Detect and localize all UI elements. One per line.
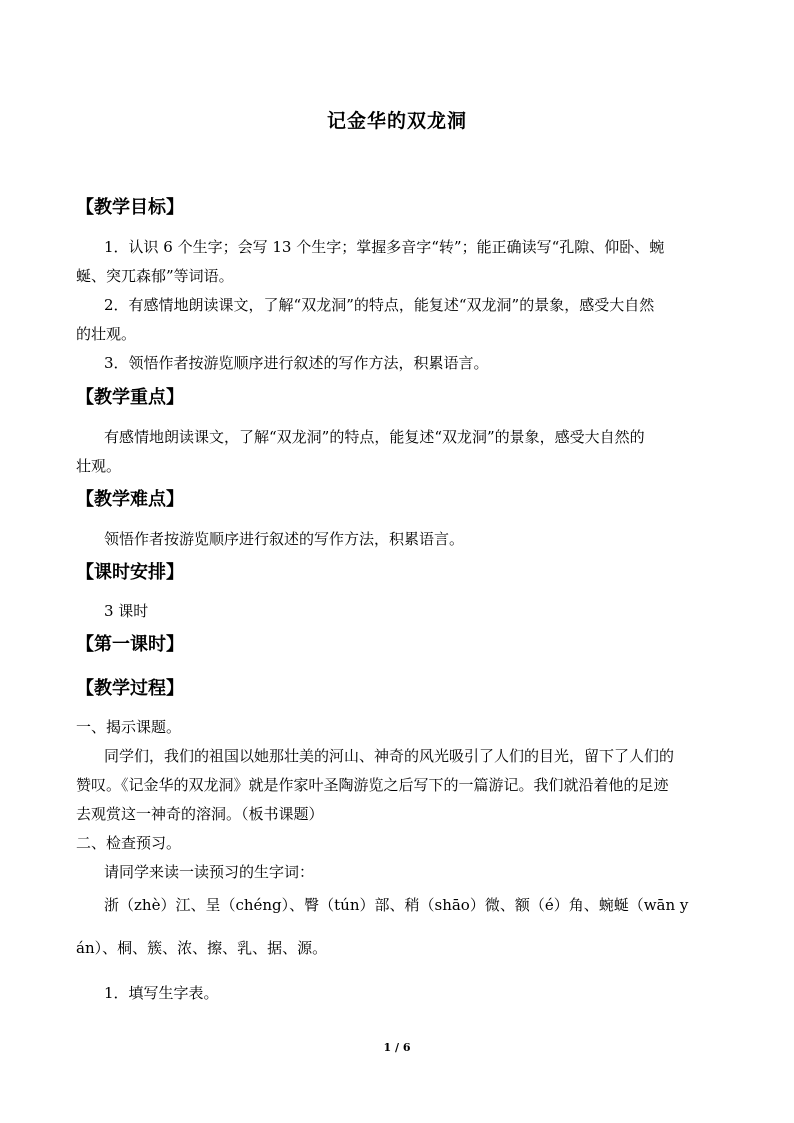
process-words-line-1: 浙（zhè）江、呈（chéng）、臀（tún）部、稍（shāo）微、额（é）角、蜿蜒（wān y bbox=[104, 896, 689, 914]
goal-2-line-2: 的壮观。 bbox=[76, 325, 137, 343]
difficulties-line-1: 领悟作者按游览顺序进行叙述的写作方法，积累语言。 bbox=[104, 530, 465, 548]
heading-key-points: 【教学重点】 bbox=[76, 387, 184, 408]
key-points-line-2: 壮观。 bbox=[76, 457, 122, 475]
goal-3: 3．领悟作者按游览顺序进行叙述的写作方法，积累语言。 bbox=[104, 354, 489, 372]
page-number: 1 / 6 bbox=[383, 1041, 411, 1054]
goal-1-line-1: 1．认识 6 个生字；会写 13 个生字；掌握多音字“转”；能正确读写“孔隙、仰卧、蜿 bbox=[104, 238, 665, 256]
heading-teaching-goals: 【教学目标】 bbox=[76, 197, 184, 218]
process-para-1-line-1: 同学们，我们的祖国以她那壮美的河山、神奇的风光吸引了人们的目光，留下了人们的 bbox=[104, 747, 675, 765]
process-sub-1: 1．填写生字表。 bbox=[104, 984, 219, 1002]
process-para-1-line-3: 去观赏这一神奇的溶洞。（板书课题） bbox=[76, 805, 324, 823]
schedule-line-1: 3 课时 bbox=[104, 602, 149, 620]
process-step-1: 一、揭示课题。 bbox=[76, 718, 182, 736]
heading-schedule: 【课时安排】 bbox=[76, 562, 184, 583]
process-words-line-2: án）、桐、簇、浓、擦、乳、据、源。 bbox=[76, 939, 328, 957]
document-title: 记金华的双龙洞 bbox=[326, 110, 467, 132]
goal-1-line-2: 蜒、突兀森郁”等词语。 bbox=[76, 267, 234, 285]
heading-difficulties: 【教学难点】 bbox=[76, 489, 184, 510]
heading-first-lesson: 【第一课时】 bbox=[76, 634, 184, 655]
process-step-2: 二、检查预习。 bbox=[76, 834, 182, 852]
process-para-1-line-2: 赞叹。《记金华的双龙洞》就是作家叶圣陶游览之后写下的一篇游记。我们就沿着他的足迹 bbox=[76, 776, 669, 794]
goal-2-line-1: 2．有感情地朗读课文，了解“双龙洞”的特点，能复述“双龙洞”的景象，感受大自然 bbox=[104, 296, 655, 314]
heading-teaching-process: 【教学过程】 bbox=[76, 678, 184, 699]
process-para-2: 请同学来读一读预习的生字词： bbox=[104, 863, 315, 881]
key-points-line-1: 有感情地朗读课文，了解“双龙洞”的特点，能复述“双龙洞”的景象，感受大自然的 bbox=[104, 428, 645, 446]
